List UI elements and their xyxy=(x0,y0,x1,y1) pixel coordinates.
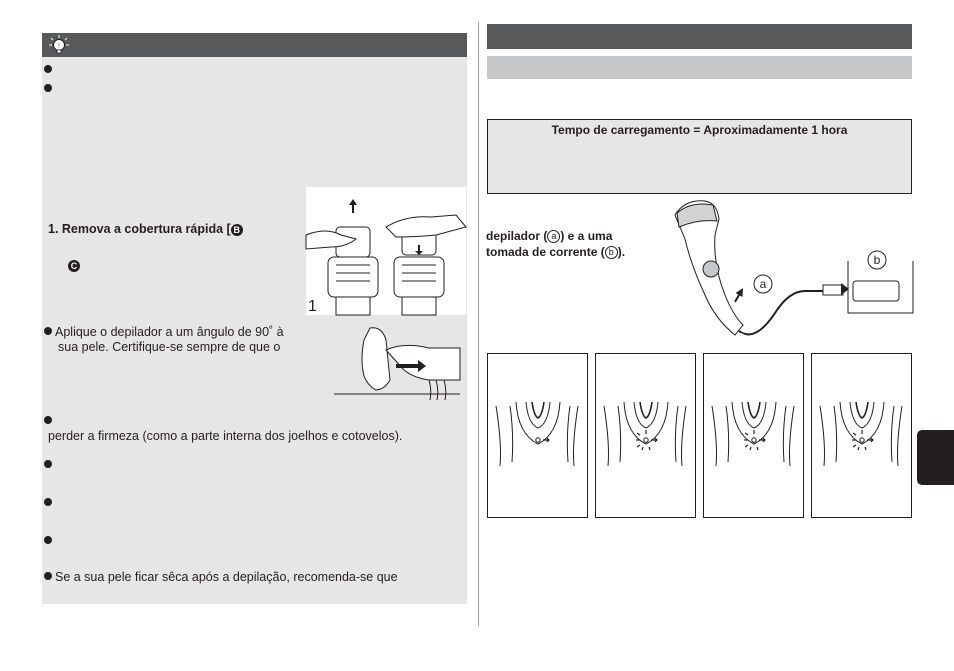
indicator-panel-3 xyxy=(703,353,804,518)
bullet-4 xyxy=(44,456,55,474)
tips-header-bar xyxy=(42,33,467,57)
bullet-dry xyxy=(44,570,398,585)
bullet-angle-line1: Aplique o depilador a um ângulo de 90˚ à xyxy=(55,325,284,339)
connect-label-a: a xyxy=(547,230,560,243)
connect-instructions xyxy=(486,228,625,260)
lightbulb-tip-icon xyxy=(48,34,70,56)
indicator-panel-4 xyxy=(811,353,912,518)
step1-heading xyxy=(48,222,243,236)
charging-subheader-bar xyxy=(487,56,912,79)
connect-line1-end: ) e a uma xyxy=(560,229,613,243)
indicator-panel-2 xyxy=(595,353,696,518)
connect-line1: depilador ( xyxy=(486,229,548,243)
svg-text:!: ! xyxy=(58,43,60,50)
bullet-skin xyxy=(44,414,402,444)
tips-panel xyxy=(42,33,467,604)
bullet-dry-text: Se a sua pele ficar sêca após a depilação, recomenda-se que xyxy=(55,570,398,584)
charging-illustration xyxy=(655,195,915,343)
language-tab xyxy=(917,430,954,485)
connect-line2-end: ). xyxy=(617,245,626,259)
bullet-angle xyxy=(44,325,284,355)
bullet-skin-line2: perder a firmeza (como a parte interna dos joelhos e cotovelos). xyxy=(48,429,403,443)
step1-text: 1. Remova a cobertura rápida [ xyxy=(48,222,231,236)
bullet-1 xyxy=(44,61,55,79)
connect-line2: tomada de corrente ( xyxy=(486,245,605,259)
step1-sub xyxy=(68,256,80,274)
badge-b: B xyxy=(231,224,243,236)
charging-header-bar xyxy=(487,24,912,49)
charging-time-box xyxy=(487,119,912,194)
indicator-panel-1 xyxy=(487,353,588,518)
bullet-angle-line2: sua pele. Certifique-se sempre de que o xyxy=(58,340,281,354)
bullet-2 xyxy=(44,80,55,98)
remove-cap-illustration xyxy=(306,187,466,315)
charging-time-text: Tempo de carregamento = Aproximadamente 1 hora xyxy=(551,123,848,137)
bullet-5 xyxy=(44,494,55,512)
column-divider xyxy=(478,22,479,626)
angle-illustration xyxy=(334,320,460,402)
bullet-6 xyxy=(44,532,55,550)
callout-b: b xyxy=(873,253,881,267)
connect-label-b: b xyxy=(605,246,618,259)
callout-a: a xyxy=(759,277,767,291)
badge-c: C xyxy=(68,260,80,272)
illustration-step-number: 1 xyxy=(308,298,317,315)
